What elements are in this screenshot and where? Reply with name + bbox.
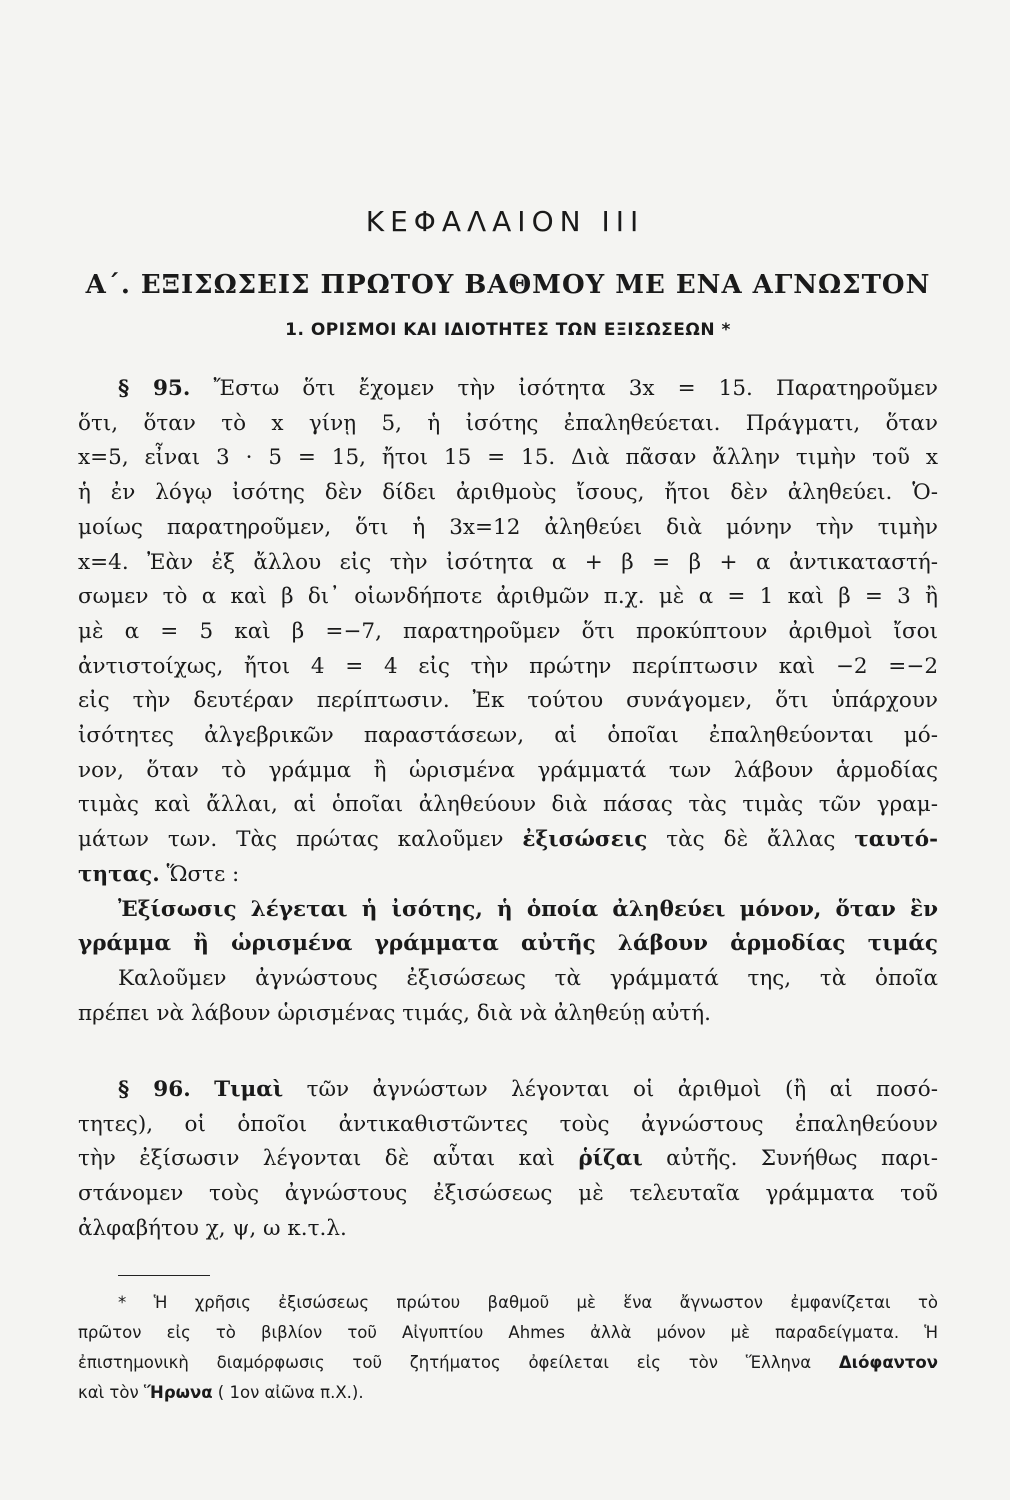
text-span: ( 1ον αἰῶνα π.Χ.). — [212, 1383, 364, 1402]
section-title: Α΄. ΕΞΙΣΩΣΕΙΣ ΠΡΩΤΟΥ ΒΑΘΜΟΥ ΜΕ ΕΝΑ ΑΓΝΩΣΤΟΝ — [85, 270, 931, 300]
text-line: πρέπει νὰ λάβουν ὡρισμένας τιμάς, διὰ νὰ ἀληθεύῃ αὐτή. — [78, 1000, 711, 1026]
footnote-line: * Ἡ χρῆσις ἐξισώσεως πρώτου βαθμοῦ μὲ ἕνα ἄγνωστον ἐμφανίζεται τὸ — [118, 1293, 938, 1312]
text-line: ἀντιστοίχως, ἤτοι 4 = 4 εἰς τὴν πρώτην περίπτωσιν καὶ −2 =−2 — [78, 653, 938, 679]
text-line: στάνομεν τοὺς ἀγνώστους ἐξισώσεως μὲ τελευταῖα γράμματα τοῦ — [78, 1181, 938, 1207]
text-line — [78, 1142, 938, 1177]
footnote-line — [78, 1378, 938, 1408]
paragraph-96 — [78, 1073, 938, 1247]
chapter-heading: ΚΕΦΑΛΑΙΟΝ III — [365, 205, 645, 238]
footnote — [78, 1288, 938, 1408]
footnote-line — [78, 1348, 938, 1378]
text-line: x=4. Ἐὰν ἐξ ἄλλου εἰς τὴν ἰσότητα α + β = β + α ἀντικαταστή- — [78, 549, 938, 575]
text-line: σωμεν τὸ α καὶ β δι᾽ οἱωνδήποτε ἀριθμῶν π.χ. μὲ α = 1 καὶ β = 3 ἢ — [78, 584, 938, 610]
text-line: εἰς τὴν δευτέραν περίπτωσιν. Ἐκ τούτου συνάγομεν, ὅτι ὑπάρχουν — [78, 688, 938, 714]
paragraph-number: § 96. — [118, 1077, 191, 1102]
text-line: ἀλφαβήτου χ, ψ, ω κ.τ.λ. — [78, 1215, 347, 1241]
text-span: Ἔστω ὅτι ἔχομεν τὴν ἰσότητα 3x = 15. Παρατηροῦμεν — [190, 376, 938, 401]
text-span: τὰς δὲ ἄλλας — [647, 827, 855, 853]
text-line: νον, ὅταν τὸ γράμμα ἢ ὡρισμένα γράμματά των λάβουν ἁρμοδίας — [78, 757, 938, 783]
text-line: ἡ ἐν λόγῳ ἰσότης δὲν δίδει ἀριθμοὺς ἴσους, ἤτοι δὲν ἀληθεύει. Ὁ- — [78, 480, 938, 506]
definition-line: Ἐξίσωσις λέγεται ἡ ἰσότης, ἡ ὁποία ἀληθεύει μόνον, ὅταν ἓν — [118, 896, 938, 922]
text-span: καὶ τὸν — [78, 1383, 144, 1402]
text-line — [78, 1073, 938, 1108]
text-line: μοίως παρατηροῦμεν, ὅτι ἡ 3x=12 ἀληθεύει διὰ μόνην τὴν τιμὴν — [78, 514, 938, 540]
text-span: ἐπιστημονικὴ διαμόρφωσις τοῦ ζητήματος ὀφείλεται εἰς τὸν Ἕλληνα — [78, 1353, 839, 1372]
text-line — [78, 372, 938, 407]
term-roots: ῥίζαι — [578, 1146, 643, 1172]
definition-line: γράμμα ἢ ὡρισμένα γράμματα αὐτῆς λάβουν ἁρμοδίας τιμάς — [78, 931, 938, 957]
term-identities-cont: τητας. — [78, 861, 160, 887]
text-line: ἰσότητες ἀλγεβρικῶν παραστάσεων, αἱ ὁποῖαι ἐπαληθεύονται μό- — [78, 723, 938, 749]
footnote-divider — [118, 1275, 210, 1276]
term-identities: ταυτό- — [854, 827, 938, 853]
text-line: τιμὰς καὶ ἄλλαι, αἱ ὁποῖαι ἀληθεύουν διὰ πάσας τὰς τιμὰς τῶν γραμ- — [78, 792, 938, 818]
subsection-title: 1. ΟΡΙΣΜΟΙ ΚΑΙ ΙΔΙΟΤΗΤΕΣ ΤΩΝ ΕΞΙΣΩΣΕΩΝ * — [285, 320, 731, 340]
name-diophantus: Διόφαντον — [838, 1353, 938, 1372]
text-span: Ὥστε : — [159, 861, 240, 887]
text-span: τὴν ἐξίσωσιν λέγονται δὲ αὗται καὶ — [78, 1146, 579, 1172]
footnote-line: πρῶτον εἰς τὸ βιβλίον τοῦ Αἰγυπτίου Ahmes ἀλλὰ μόνον μὲ παραδείγματα. Ἡ — [78, 1323, 938, 1342]
text-span: τῶν ἀγνώστων λέγονται οἱ ἀριθμοὶ (ἢ αἱ ποσό- — [283, 1077, 938, 1102]
paragraph-95 — [78, 372, 938, 1031]
text-line — [78, 858, 938, 893]
name-heron: Ἥρωνα — [143, 1383, 213, 1402]
paragraph-number: § 95. — [118, 376, 191, 401]
text-line: Καλοῦμεν ἀγνώστους ἐξισώσεως τὰ γράμματά της, τὰ ὁποῖα — [118, 965, 938, 991]
text-span: μάτων των. Τὰς πρώτας καλοῦμεν — [78, 827, 523, 853]
text-line: μὲ α = 5 καὶ β =−7, παρατηροῦμεν ὅτι προκύπτουν ἀριθμοὶ ἴσοι — [78, 618, 938, 644]
text-line: x=5, εἶναι 3 · 5 = 15, ἤτοι 15 = 15. Διὰ πᾶσαν ἄλλην τιμὴν τοῦ x — [78, 445, 938, 471]
text-span: αὐτῆς. Συνήθως παρι- — [642, 1146, 938, 1172]
text-line — [78, 823, 938, 858]
term-equations: ἐξισώσεις — [522, 827, 648, 853]
text-line: ὅτι, ὅταν τὸ x γίνῃ 5, ἡ ἰσότης ἐπαληθεύεται. Πράγματι, ὅταν — [78, 410, 938, 436]
term-values: Τιμαὶ — [214, 1077, 284, 1102]
text-line: τητες), οἱ ὁποῖοι ἀντικαθιστῶντες τοὺς ἀγνώστους ἐπαληθεύουν — [78, 1111, 938, 1137]
